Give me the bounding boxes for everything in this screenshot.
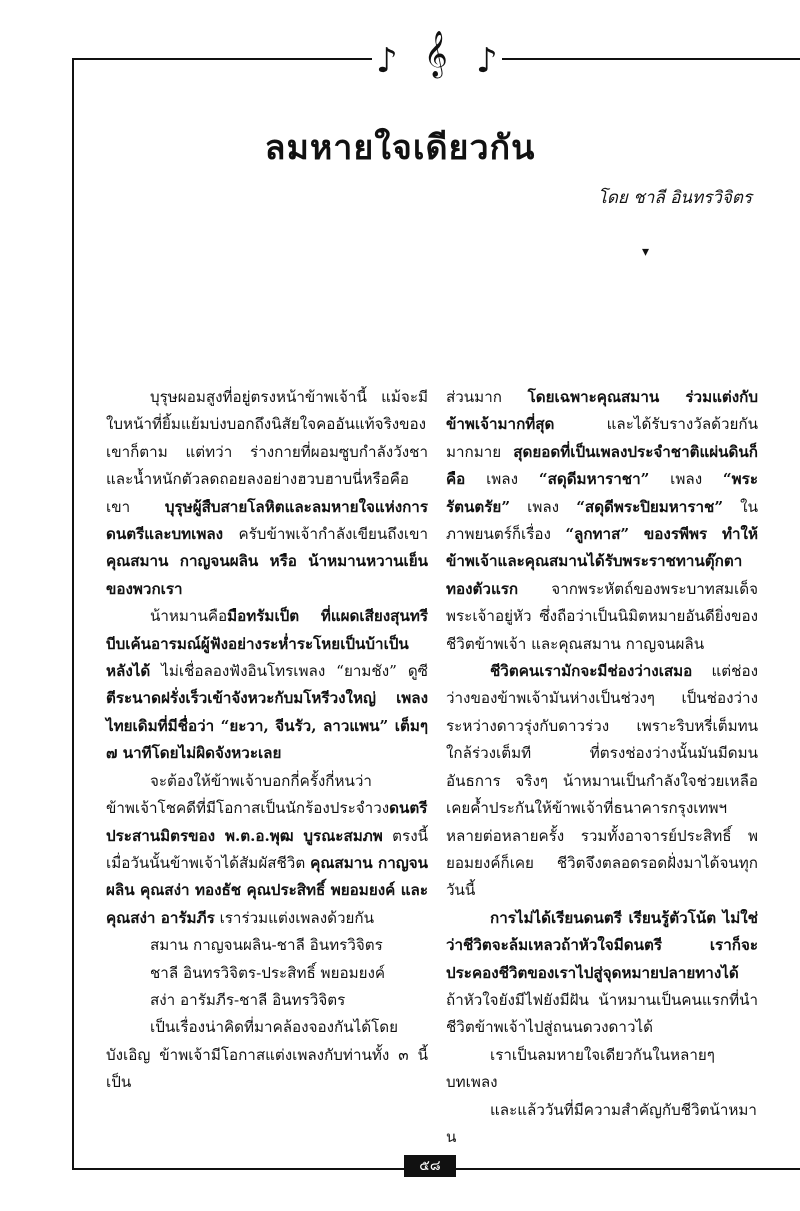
left-frame-rule <box>72 58 74 1170</box>
bold-text-segment: “สดุดีพระปิยมหาราช” <box>576 497 724 516</box>
text-segment: ชาลี อินทรวิจิตร-ประสิทธิ์ พยอมยงค์ <box>150 963 386 982</box>
right-column <box>446 384 758 1151</box>
text-segment: สมาน กาญจนผลิน-ชาลี อินทรวิจิตร <box>150 936 383 955</box>
eighth-note-icon: ♪ <box>376 41 398 81</box>
text-segment: แต่ช่องว่างของข้าพเจ้ามันห่างเป็นช่วงๆ เป็นช่องว่างระหว่างดาวรุ่งกับดาวร่วง เพราะริบหรี่เต็มทนใกล้ร่วงเต็มที ที่ตรงช่องว่างนั้นมันมีดมนอันธการ จริงๆ น้าหมานเป็นกำลังใจช่วยเหลือ เคยค้ำประกันให้ข้าพเจ้าที่ธนาคารกรุงเทพฯ หลายต่อหลายครั้ง รวมทั้งอาจารย์ประสิทธิ์ พยอมยงค์ก็เคย ชีวิตจึงตลอดรอดฝั่งมาได้จนทุกวันนี้ <box>446 662 758 900</box>
bold-text-segment: สุดยอดที่เป็นเพลงประจำชาติแผ่นดินก็คือ <box>446 442 758 489</box>
text-segment: และได้รับรางวัลด้วยกันมากมาย <box>446 415 758 461</box>
text-segment: สง่า อารัมภีร-ชาลี อินทรวิจิตร <box>150 990 346 1009</box>
bold-text-segment: ตีระนาดฝรั่งเร็วเข้าจังหวะกับมโหรีวงใหญ่ เพลงไทยเดิมที่มีชื่อว่า “ยะวา, จีนรัว, ลาวแพน” เต็มๆ ๗ นาทีโดยไม่ผิดจังหวะเลย <box>106 689 428 763</box>
text-segment: บุรุษผอมสูงที่อยู่ตรงหน้าข้าพเจ้านี้ แม้จะมีใบหน้าที่ยิ้มแย้มบ่งบอกถึงนิสัยใจคออันแท้จริงของเขาก็ตาม แต่ทว่า ร่างกายที่ผอมซูบกำลังวังชาและน้ำหนักตัวลดถอยลงอย่างฮวบฮาบนี่หรือคือเขา <box>106 388 428 516</box>
text-segment: จากพระหัตถ์ของพระบาทสมเด็จพระเจ้าอยู่หัว ซึ่งถือว่าเป็นนิมิตหมายอันดียิ่งของชีวิตข้าพเจ้า และคุณสมาน กาญจนผลิน <box>446 579 758 653</box>
decorative-mark: ▾ <box>642 244 650 260</box>
bold-text-segment: มือทรัมเป็ต ที่แผดเสียงสุนทรีบีบเค้นอารมณ์ผู้ฟังอย่างระห่ำระโหยเป็นบ้าเป็นหลังได้ <box>106 607 428 681</box>
bold-text-segment: “พระรัตนตรัย” <box>446 470 758 516</box>
text-segment: ในภาพยนตร์ก็เรื่อง <box>446 497 758 544</box>
paragraph <box>446 384 758 658</box>
text-segment: เราร่วมแต่งเพลงด้วยกัน <box>214 908 375 927</box>
paragraph <box>106 987 428 1014</box>
bold-text-segment: คุณสมาน กาญจนผลิน คุณสง่า ทองธัช คุณประสิทธิ์ พยอมยงค์ และคุณสง่า อารัมภีร <box>106 853 428 927</box>
paragraph <box>446 658 758 905</box>
bold-text-segment: การไม่ได้เรียนดนตรี เรียนรู้ตัวโน้ต ไม่ใช่ว่าชีวิตจะล้มเหลวถ้าหัวใจมีดนตรี เราก็จะประคองชีวิตของเราไปสู่จุดหมายปลายทางได้ <box>446 908 758 982</box>
eighth-note-icon: ♪ <box>476 41 498 81</box>
text-segment: ส่วนมาก <box>446 388 528 406</box>
paragraph <box>446 1097 758 1152</box>
text-segment: จะต้องให้ข้าพเจ้าบอกกี่ครั้งกี่หนว่า ข้าพเจ้าโชคดีที่มีโอกาสเป็นนักร้องประจำวง <box>106 771 390 818</box>
page-number: ๕๘ <box>404 1155 456 1177</box>
treble-clef-icon: 𝄞 <box>424 31 448 77</box>
text-segment: และแล้ววันที่มีความสำคัญกับชีวิตน้าหมาน <box>446 1100 757 1146</box>
text-segment: ตรงนี้เมื่อวันนั้นข้าพเจ้าได้สัมผัสชีวิต <box>106 826 428 872</box>
bold-text-segment: บุรุษผู้สืบสายโลหิตและลมหายใจแห่งการดนตรีและบทเพลง <box>106 497 428 544</box>
paragraph <box>106 932 428 959</box>
text-segment: เพลง <box>510 497 577 516</box>
bold-text-segment: “ลูกทาส” ของรพีพร ทำให้ข้าพเจ้าและคุณสมานได้รับพระราชทานตุ๊กตาทองตัวแรก <box>446 525 758 598</box>
paragraph <box>106 384 428 603</box>
paragraph <box>106 1014 428 1096</box>
text-segment: ไม่เชื่อลองฟังอินโทรเพลง “ยามชัง” ดูซี <box>150 662 428 681</box>
text-segment: เราเป็นลมหายใจเดียวกันในหลายๆ บทเพลง <box>446 1045 715 1092</box>
paragraph <box>106 603 428 767</box>
text-segment: ถ้าหัวใจยังมีไฟยังมีฝัน น้าหมานเป็นคนแรกที่นำชีวิตข้าพเจ้าไปสู่ถนนดวงดาวได้ <box>446 990 758 1037</box>
music-notes-ornament <box>372 32 502 82</box>
article-title: ลมหายใจเดียวกัน <box>264 128 536 168</box>
bold-text-segment: โดยเฉพาะคุณสมาน ร่วมแต่งกับข้าพเจ้ามากที่สุด <box>446 388 759 434</box>
bold-text-segment: ดนตรีประสานมิตรของ พ.ต.อ.พุฒ บูรณะสมภพ <box>106 799 428 845</box>
bold-text-segment: ชีวิตคนเรามักจะมีช่องว่างเสมอ <box>490 662 693 681</box>
text-segment: เพลง <box>649 470 723 489</box>
left-column <box>106 384 428 1097</box>
paragraph <box>446 1042 758 1097</box>
text-segment: ครับข้าพเจ้ากำลังเขียนถึงเขา <box>223 525 428 544</box>
paragraph <box>106 960 428 987</box>
text-segment: น้าหมานคือ <box>150 607 228 626</box>
article-byline: โดย ชาลี อินทรวิจิตร <box>597 188 752 208</box>
paragraph <box>446 905 758 1042</box>
text-segment: เพลง <box>465 470 539 489</box>
paragraph <box>106 768 428 932</box>
text-segment: เป็นเรื่องน่าคิดที่มาคล้องจองกันได้โดยบังเอิญ ข้าพเจ้ามีโอกาสแต่งเพลงกับท่านทั้ง ๓ นี้เป็น <box>106 1018 428 1092</box>
bold-text-segment: คุณสมาน กาญจนผลิน หรือ น้าหมานหวานเย็นของพวกเรา <box>106 552 428 598</box>
bold-text-segment: “สดุดีมหาราชา” <box>538 470 650 489</box>
